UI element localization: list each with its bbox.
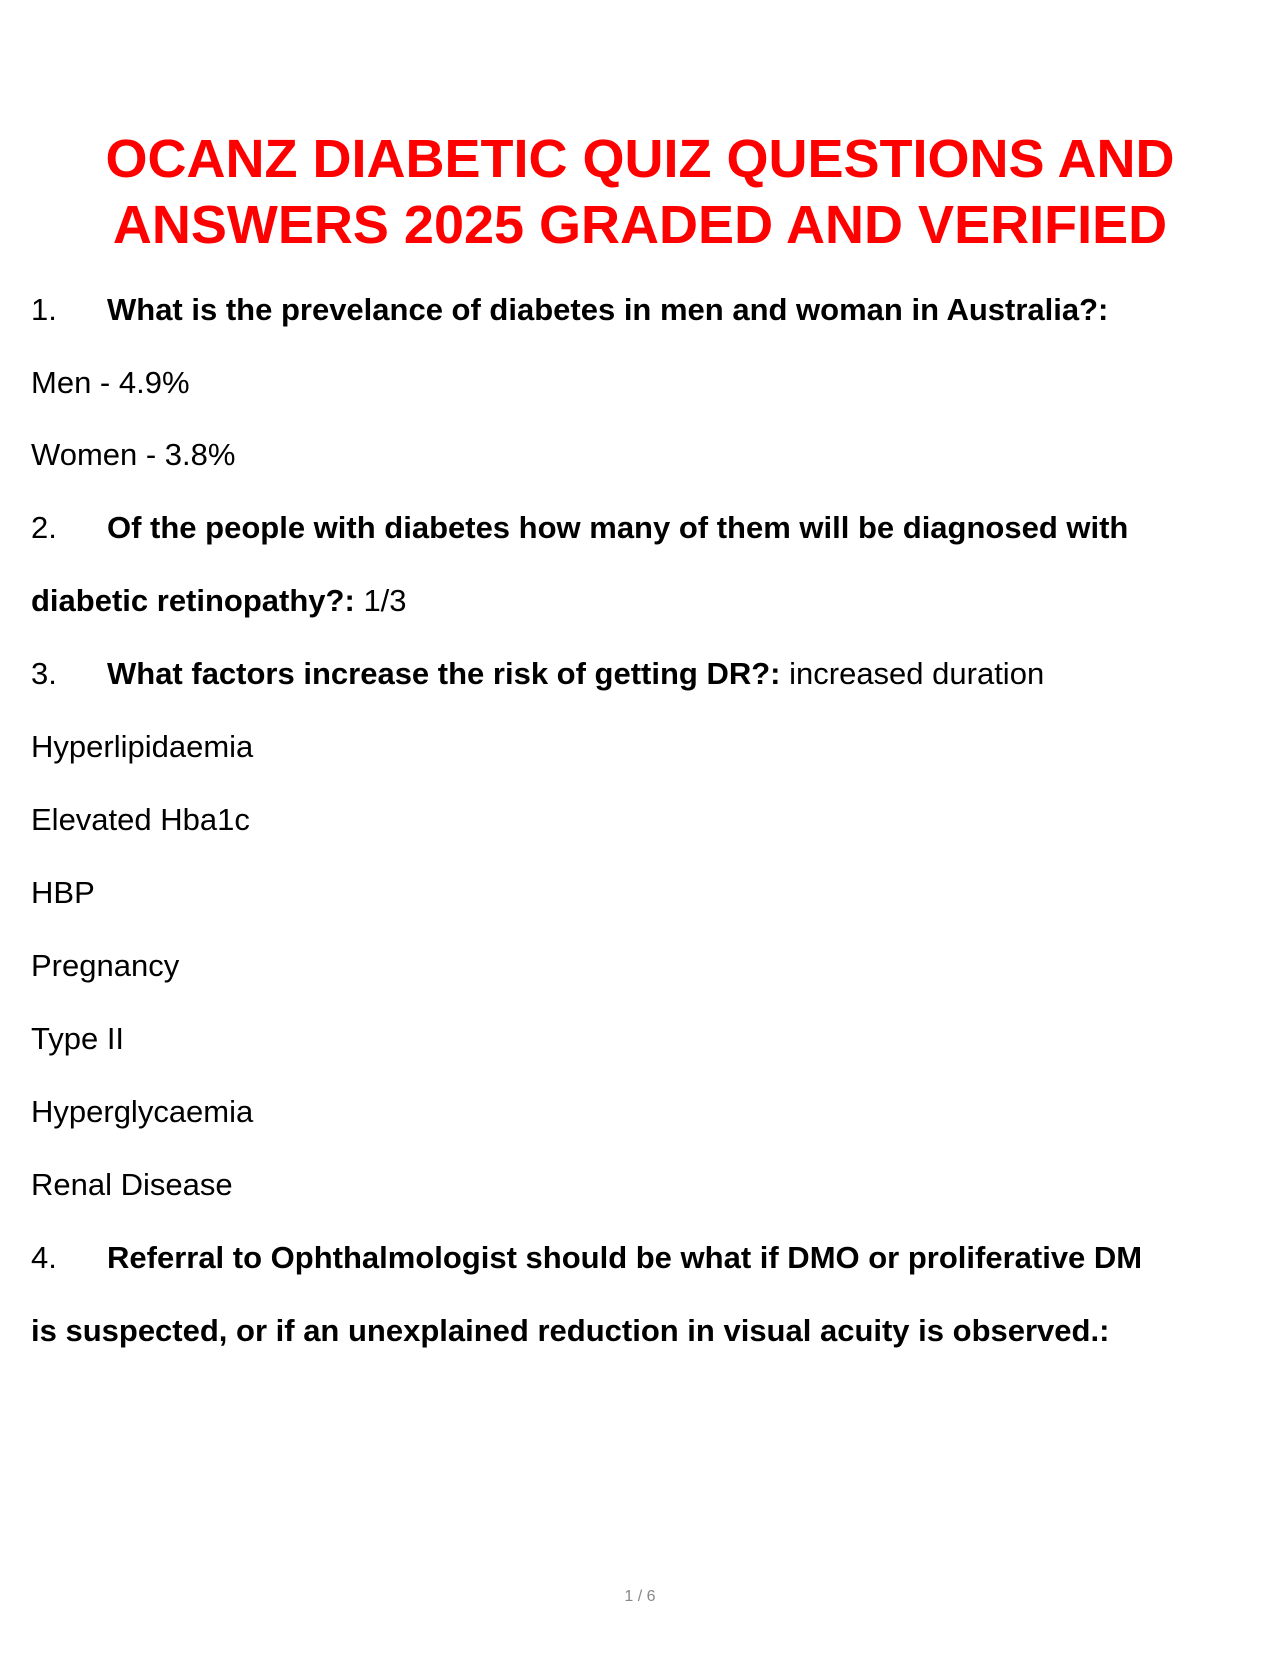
answer-line: Hyperlipidaemia — [31, 729, 254, 764]
question-text: diabetic retinopathy?: — [31, 583, 355, 618]
page-indicator: 1 / 6 — [624, 1588, 656, 1605]
question-text: Referral to Ophthalmologist should be what if DMO or proliferative DM — [107, 1240, 1143, 1275]
answer-line: Women - 3.8% — [31, 437, 236, 472]
answer-line: Renal Disease — [31, 1167, 233, 1202]
question-number: 1. — [31, 292, 57, 327]
question-number: 3. — [31, 656, 57, 691]
question-number: 4. — [31, 1240, 57, 1275]
question-number: 2. — [31, 510, 57, 545]
question-4-continued — [31, 1311, 1109, 1351]
question-2-continued — [31, 581, 407, 621]
answer-line: Elevated Hba1c — [31, 802, 250, 837]
title-line-1: OCANZ DIABETIC QUIZ QUESTIONS AND — [105, 129, 1175, 189]
answer-line: HBP — [31, 875, 95, 910]
answer-line: Type II — [31, 1021, 125, 1056]
answer-line: Hyperglycaemia — [31, 1094, 254, 1129]
answer-line: Men - 4.9% — [31, 365, 190, 400]
answer-line: Pregnancy — [31, 948, 180, 983]
question-2 — [31, 508, 1128, 548]
title-line-2: ANSWERS 2025 GRADED AND VERIFIED — [112, 195, 1168, 255]
answer-text: increased duration — [789, 656, 1045, 691]
question-3 — [31, 654, 1044, 694]
question-text: What factors increase the risk of getting DR?: — [107, 656, 781, 691]
question-text: is suspected, or if an unexplained reduction in visual acuity is observed.: — [31, 1313, 1110, 1348]
question-text: What is the prevelance of diabetes in men and woman in Australia?: — [107, 292, 1109, 327]
answer-text: 1/3 — [363, 583, 407, 618]
document-title — [40, 126, 1240, 258]
question-4 — [31, 1238, 1142, 1278]
question-text: Of the people with diabetes how many of them will be diagnosed with — [107, 510, 1129, 545]
question-1 — [31, 290, 1108, 330]
